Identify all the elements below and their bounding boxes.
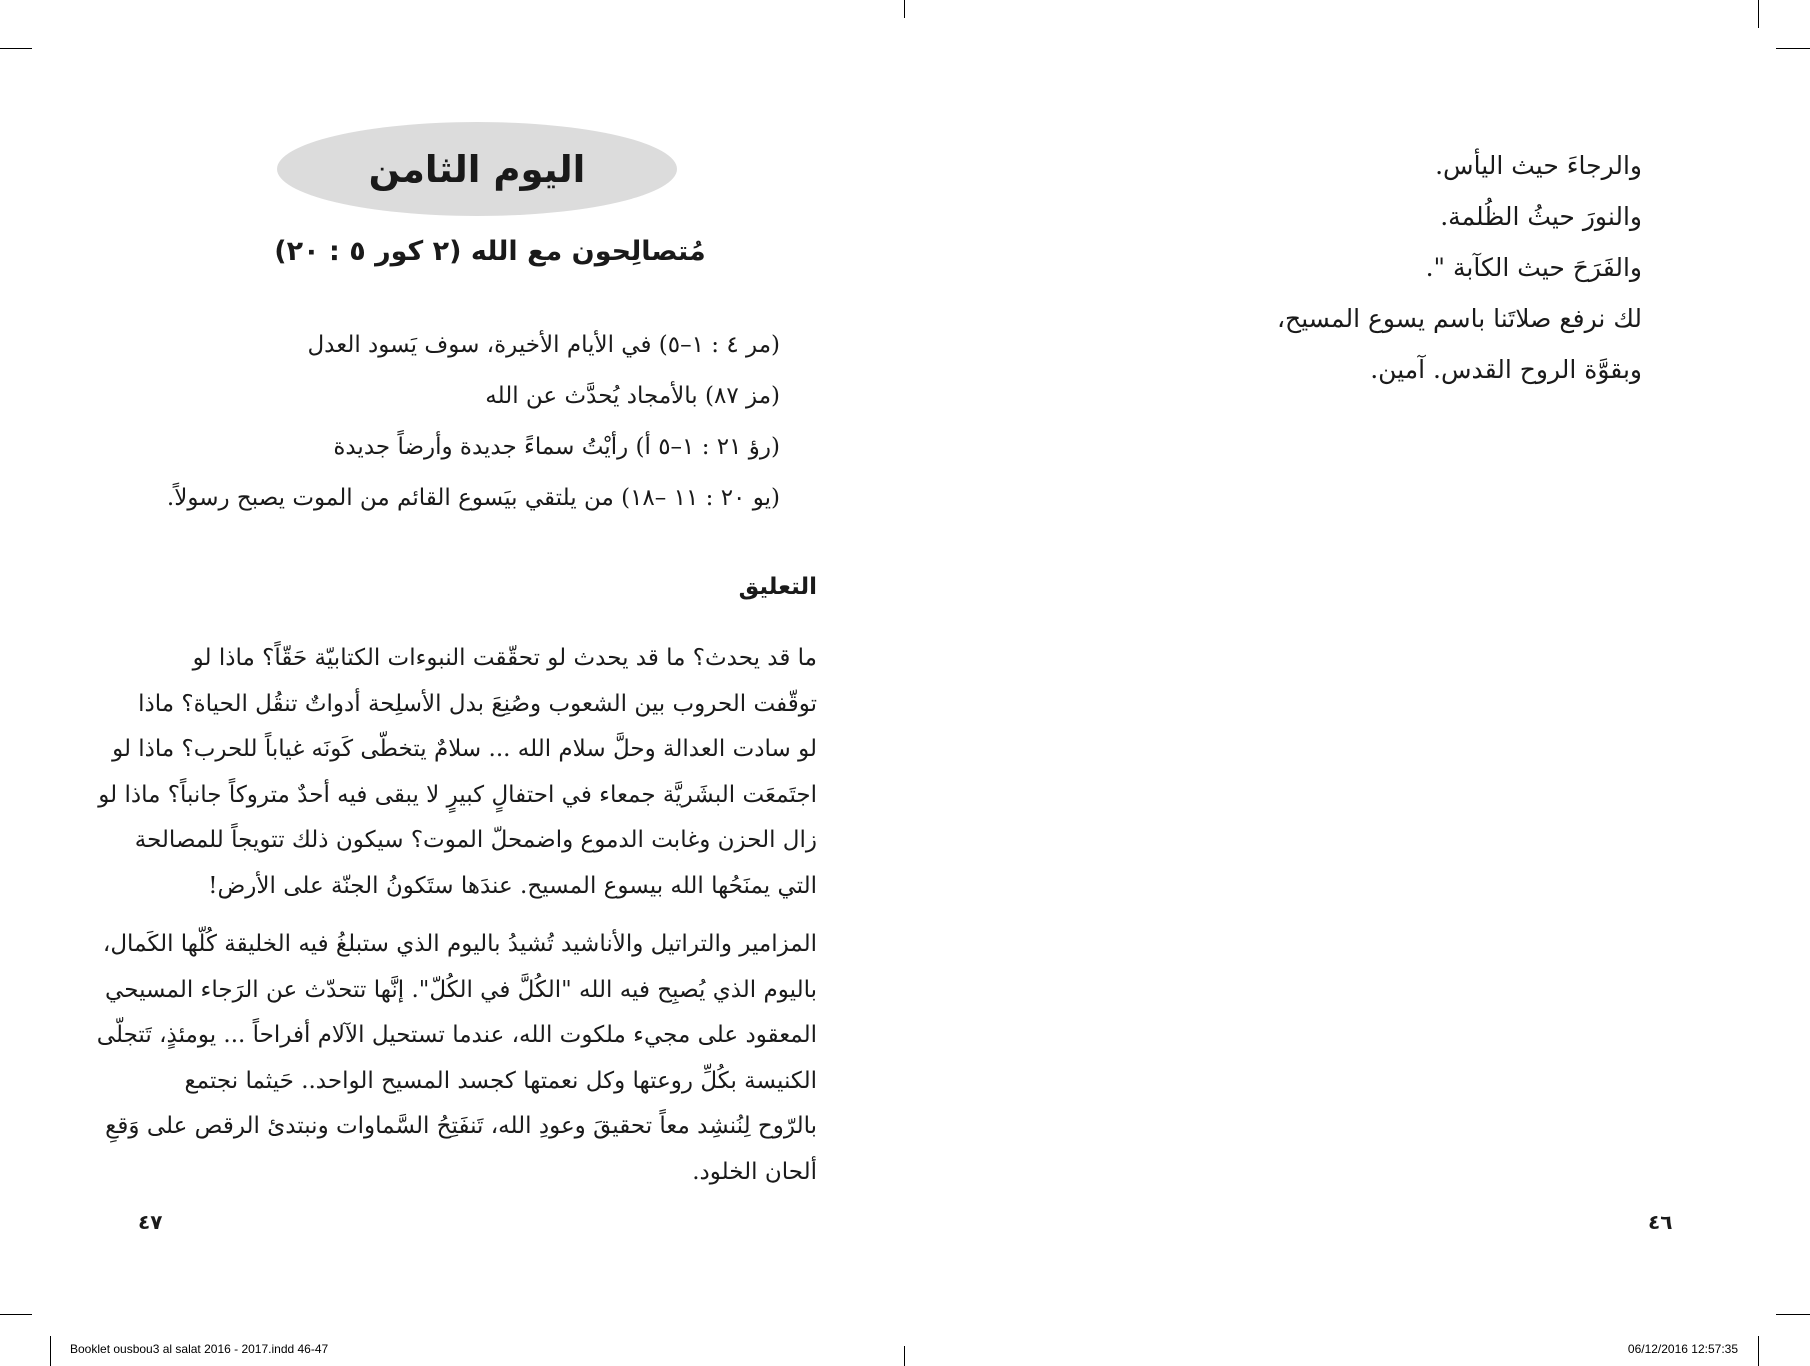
paragraph-line: توقّفت الحروب بين الشعوب وصُنِعَ بدل الأسلِحة أدواتٌ تنقُل الحياة؟ ماذا	[138, 690, 817, 717]
paragraph-line: زال الحزن وغابت الدموع واضمحلّ الموت؟ سيكون ذلك تتويجاً للمصالحة	[134, 827, 817, 853]
prayer-line: لك نرفع صلاتَنا باسم يسوع المسيح،	[1276, 304, 1642, 333]
slug-date-time: 06/12/2016 12:57:35	[1627, 1342, 1738, 1356]
reading-item: (رؤ ٢١ : ١–٥ أ) رأيْتُ سماءً جديدة وأرضاً جديدة	[333, 434, 780, 460]
day-title-oval	[277, 122, 677, 216]
paragraph-line: المزامير والتراتيل والأناشيد تُشيدُ باليوم الذي ستبلغُ فيه الخليقة كُلّها الكَمال،	[102, 931, 817, 957]
reading-item: (مر ٤ : ١–٥) في الأيام الأخيرة، سوف يَسود العدل	[307, 332, 780, 358]
readings-list	[120, 320, 780, 524]
page-number-right: ٤٦	[1648, 1210, 1673, 1234]
day-title: اليوم الثامن	[368, 147, 586, 191]
slug-file-info: Booklet ousbou3 al salat 2016 - 2017.indd 46-47	[70, 1342, 329, 1356]
reading-item: (مز ٨٧) بالأمجاد يُحدَّث عن الله	[485, 383, 780, 409]
commentary-paragraph-1	[98, 636, 817, 909]
prayer-line: والرجاءَ حيث اليأس.	[1435, 151, 1642, 180]
paragraph-line: ما قد يحدث؟ ما قد يحدث لو تحقّقت النبوءات الكتابيّة حَقّاً؟ ماذا لو	[192, 645, 817, 671]
day-subtitle: مُتصالِحون مع الله (٢ كور ٥ : ٢٠)	[274, 236, 706, 267]
paragraph-line: باليوم الذي يُصبِح فيه الله "الكُلَّ في الكُلّ". إنَّها تتحدّث عن الرَجاء المسيحي	[105, 976, 817, 1003]
reading-item: (يو ٢٠ : ١١ –١٨) من يلتقي بيَسوع القائم من الموت يصبح رسولاً.	[166, 485, 780, 511]
prayer-line: والنورَ حيثُ الظُلمة.	[1440, 202, 1642, 231]
paragraph-line: التي يمنَحُها الله بيسوع المسيح. عندَها ستَكونُ الجنّة على الأرض!	[208, 872, 817, 899]
page-number-left: ٤٧	[138, 1210, 163, 1234]
paragraph-line: المعقود على مجيء ملكوت الله، عندما تستحيل الآلام أفراحاً ... يومئذٍ، تَتجلّى	[96, 1022, 817, 1048]
paragraph-line: لو سادت العدالة وحلَّ سلام الله ... سلامٌ يتخطّى كَونَه غياباً للحرب؟ ماذا لو	[112, 736, 817, 762]
prayer-line: والفَرَحَ حيث الكآبة ".	[1425, 253, 1642, 282]
paragraph-line: بالرّوح لِنُنشِد معاً تحقيقَ وعودِ الله، تَنفَتِحُ السَّماوات ونبتدئ الرقص على وَقعِ	[105, 1113, 817, 1139]
prayer-conclusion	[1122, 140, 1642, 395]
page-46	[905, 0, 1810, 1366]
commentary-paragraph-2	[96, 922, 817, 1195]
prayer-line: وبقوَّة الروح القدس. آمين.	[1370, 355, 1642, 384]
paragraph-line: اجتَمعَت البشَريَّة جمعاء في احتفالٍ كبيرٍ لا يبقى فيه أحدٌ متروكاً جانباً؟ ماذا لو	[98, 781, 817, 808]
commentary-heading: التعليق	[738, 574, 817, 600]
paragraph-line: الكنيسة بكُلِّ روعتها وكل نعمتها كجسد المسيح الواحد.. حَيثما نجتمع	[184, 1067, 817, 1094]
paragraph-line: ألحان الخلود.	[692, 1158, 817, 1185]
